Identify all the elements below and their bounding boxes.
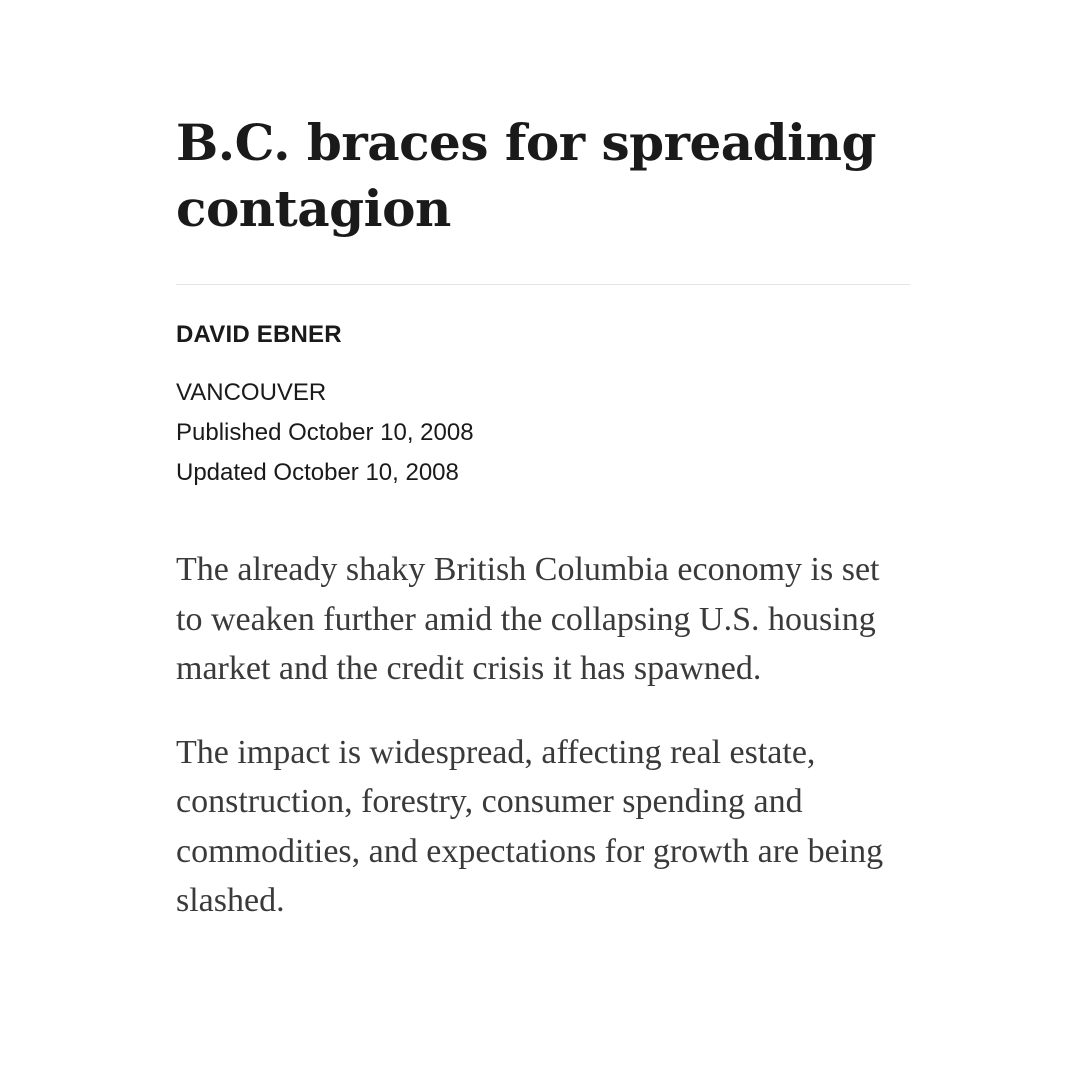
article: [176, 110, 910, 960]
divider: [176, 284, 910, 285]
body-paragraph: The already shaky British Columbia economy is set to weaken further amid the collapsing U.S. housing market and the credit crisis it has spawned.: [176, 551, 880, 687]
author-byline[interactable]: DAVID EBNER: [176, 321, 342, 348]
dateline: VANCOUVER: [176, 379, 327, 406]
updated-date: Updated October 10, 2008: [176, 459, 459, 486]
headline: B.C. braces for spreading contagion: [176, 113, 876, 238]
body-paragraph: The impact is widespread, affecting real estate, construction, forestry, consumer spending and commodities, and expectations for growth are being slashed.: [176, 733, 884, 919]
article-body: [176, 545, 910, 926]
published-date: Published October 10, 2008: [176, 419, 474, 446]
article-meta: [176, 373, 910, 493]
